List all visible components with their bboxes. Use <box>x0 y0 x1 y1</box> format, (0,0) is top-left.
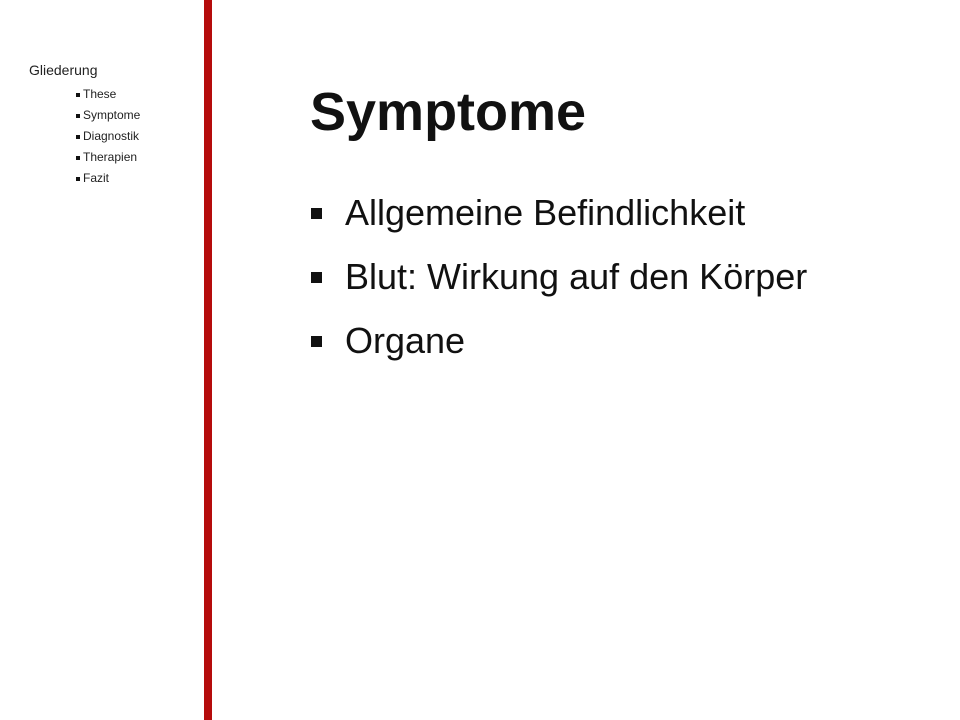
outline-heading: Gliederung <box>29 62 98 78</box>
outline-item-label: Symptome <box>83 108 141 122</box>
outline-list <box>29 84 140 189</box>
outline-item-label: These <box>83 87 117 101</box>
square-bullet-icon <box>76 114 80 118</box>
square-bullet-icon <box>76 135 80 139</box>
bullet-list <box>311 181 807 373</box>
accent-divider-bar <box>204 0 212 720</box>
outline-item-label: Therapien <box>83 150 138 164</box>
square-bullet-icon <box>311 336 322 347</box>
outline-item-label: Fazit <box>83 171 110 185</box>
bullet-item <box>311 181 807 245</box>
bullet-text: Allgemeine Befindlichkeit <box>345 192 746 233</box>
outline-item-fazit[interactable] <box>76 168 140 189</box>
bullet-text: Organe <box>345 320 466 361</box>
square-bullet-icon <box>311 208 322 219</box>
square-bullet-icon <box>76 177 80 181</box>
outline-item-these[interactable] <box>76 84 140 105</box>
bullet-item <box>311 309 807 373</box>
outline-item-symptome[interactable] <box>76 105 140 126</box>
outline-item-diagnostik[interactable] <box>76 126 140 147</box>
outline-sidebar <box>29 62 140 189</box>
square-bullet-icon <box>76 93 80 97</box>
slide-title: Symptome <box>310 82 587 142</box>
square-bullet-icon <box>311 272 322 283</box>
outline-item-label: Diagnostik <box>83 129 140 143</box>
bullet-text: Blut: Wirkung auf den Körper <box>345 256 808 297</box>
square-bullet-icon <box>76 156 80 160</box>
bullet-item <box>311 245 807 309</box>
outline-item-therapien[interactable] <box>76 147 140 168</box>
